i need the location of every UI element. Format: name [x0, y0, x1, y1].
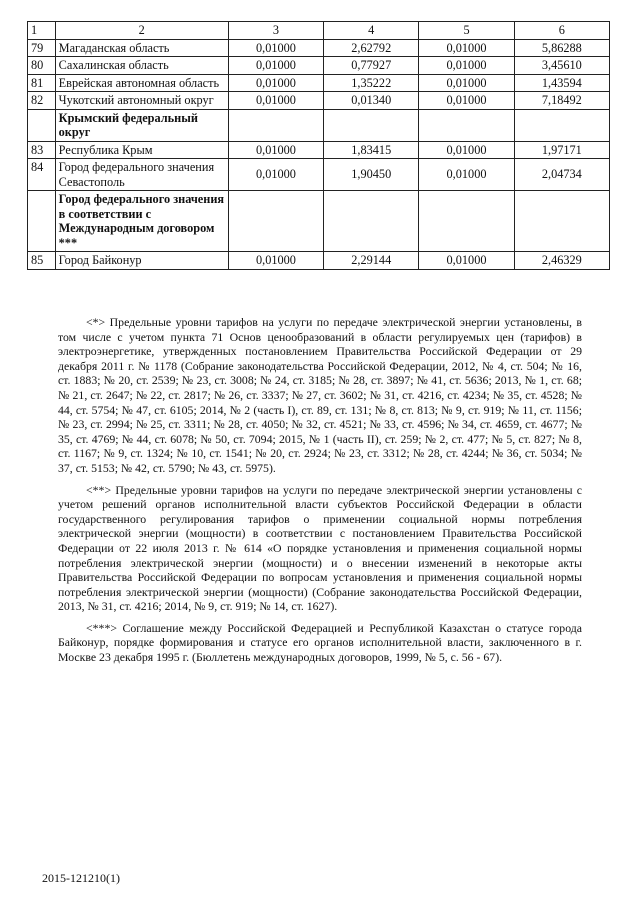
header-cell-2: 2: [55, 22, 228, 40]
value-col-4: 1,90450: [324, 159, 419, 191]
table-row: [28, 39, 610, 57]
section-heading: Город федерального значения в соответствии с Международным договором ***: [55, 191, 228, 252]
table-section-row: [28, 109, 610, 141]
value-col-6: 2,04734: [514, 159, 609, 191]
document-code: 2015-121210(1): [42, 871, 120, 885]
value-col-5: 0,01000: [419, 252, 514, 270]
value-col-6: 1,43594: [514, 74, 609, 92]
value-col-6: [514, 191, 609, 252]
value-col-3: 0,01000: [228, 252, 323, 270]
value-col-3: 0,01000: [228, 57, 323, 75]
region-name: Сахалинская область: [55, 57, 228, 75]
value-col-5: 0,01000: [419, 141, 514, 159]
table-row: [28, 57, 610, 75]
table-row: [28, 74, 610, 92]
table-row: [28, 92, 610, 110]
row-number: 85: [28, 252, 56, 270]
value-col-3: [228, 109, 323, 141]
table-header-row: [28, 22, 610, 40]
value-col-3: [228, 191, 323, 252]
value-col-3: 0,01000: [228, 141, 323, 159]
row-number: 83: [28, 141, 56, 159]
region-name: Магаданская область: [55, 39, 228, 57]
value-col-5: 0,01000: [419, 57, 514, 75]
row-number: 79: [28, 39, 56, 57]
value-col-5: [419, 109, 514, 141]
region-name: Город федерального значения Севастополь: [55, 159, 228, 191]
table-row: [28, 159, 610, 191]
value-col-6: 5,86288: [514, 39, 609, 57]
footnotes: [58, 315, 582, 672]
region-name: Город Байконур: [55, 252, 228, 270]
value-col-5: 0,01000: [419, 39, 514, 57]
value-col-6: 7,18492: [514, 92, 609, 110]
value-col-5: 0,01000: [419, 159, 514, 191]
table-section-row: [28, 191, 610, 252]
value-col-4: 2,29144: [324, 252, 419, 270]
header-cell-1: 1: [28, 22, 56, 40]
row-number: 81: [28, 74, 56, 92]
value-col-6: 3,45610: [514, 57, 609, 75]
header-cell-6: 6: [514, 22, 609, 40]
section-heading: Крымский федеральный округ: [55, 109, 228, 141]
footnote-triple-star: <***> Соглашение между Российской Федерацией и Республикой Казахстан о статусе города Байконур, порядке формирования и статусе его органов исполнительной власти, заключенного в г. Москве 23 декабря 1995 г. (Бюллетень международных договоров, 1999, № 5, с. 56 - 67).: [58, 620, 582, 665]
row-number: 80: [28, 57, 56, 75]
value-col-4: 0,77927: [324, 57, 419, 75]
value-col-4: 0,01340: [324, 92, 419, 110]
value-col-5: 0,01000: [419, 92, 514, 110]
footnote-double-star: <**> Предельные уровни тарифов на услуги по передаче электрической энергии установлены с учетом решений органов исполнительной власти субъектов Российской Федерации в области государственного регулирования тарифов о применении социальной нормы потребления электрической энергии (мощности) в соответствии с постановлением Правительства Российской Федерации от 22 июля 2013 г. № 614 «О порядке установления и применения социальной нормы потребления электрической энергии (мощности) и о внесении изменений в некоторые акты Правительства Российской Федерации по вопросам установления и применения социальной нормы потребления электрической энергии (мощности) (Собрание законодательства Российской Федерации, 2013, № 31, ст. 4216; 2014, № 9, ст. 919; № 14, ст. 1627).: [58, 482, 582, 614]
value-col-6: [514, 109, 609, 141]
value-col-4: [324, 109, 419, 141]
value-col-4: [324, 191, 419, 252]
table-row: [28, 141, 610, 159]
table-row: [28, 252, 610, 270]
row-number: 84: [28, 159, 56, 191]
value-col-4: 1,83415: [324, 141, 419, 159]
value-col-3: 0,01000: [228, 92, 323, 110]
header-cell-4: 4: [324, 22, 419, 40]
value-col-3: 0,01000: [228, 74, 323, 92]
value-col-4: 2,62792: [324, 39, 419, 57]
value-col-4: 1,35222: [324, 74, 419, 92]
tariff-table: [27, 21, 610, 270]
row-number: [28, 109, 56, 141]
value-col-3: 0,01000: [228, 159, 323, 191]
row-number: 82: [28, 92, 56, 110]
value-col-3: 0,01000: [228, 39, 323, 57]
footnote-single-star: <*> Предельные уровни тарифов на услуги по передаче электрической энергии установлены, в том числе с учетом пункта 71 Основ ценообразований в области регулируемых цен (тарифов) в электроэнергетике, утвержденных постановлением Правительства Российской Федерации от 29 декабря 2011 г. № 1178 (Собрание законодательства Российской Федерации, 2012, № 4, ст. 504; № 16, ст. 1883; № 20, ст. 2539; № 23, ст. 3008; № 24, ст. 3185; № 28, ст. 3897; № 41, ст. 5636; 2013, № 1, ст. 68; № 21, ст. 2647; № 22, ст. 2817; № 26, ст. 3337; № 27, ст. 3602; № 31, ст. 4216, ст. 4234; № 35, ст. 4528; № 44, ст. 5754; № 47, ст. 6105; 2014, № 2 (часть I), ст. 89, ст. 131; № 8, ст. 813; № 9, ст. 919; № 11, ст. 1156; № 23, ст. 2994; № 25, ст. 3311; № 28, ст. 4050; № 32, ст. 4521; № 33, ст. 4596; № 34, ст. 4659, ст. 4677; № 35, ст. 4769; № 44, ст. 6078; № 50, ст. 7094; 2015, № 1 (часть II), ст. 259; № 2, ст. 477; № 5, ст. 827; № 8, ст. 1167; № 9, ст. 1324; № 10, ст. 1541; № 20, ст. 2924; № 23, ст. 3312; № 28, ст. 4244; № 36, ст. 5034; № 37, ст. 5153; № 42, ст. 5790; № 43, ст. 5975).: [58, 315, 582, 475]
value-col-6: 2,46329: [514, 252, 609, 270]
value-col-6: 1,97171: [514, 141, 609, 159]
value-col-5: [419, 191, 514, 252]
region-name: Еврейская автономная область: [55, 74, 228, 92]
region-name: Республика Крым: [55, 141, 228, 159]
value-col-5: 0,01000: [419, 74, 514, 92]
header-cell-5: 5: [419, 22, 514, 40]
header-cell-3: 3: [228, 22, 323, 40]
region-name: Чукотский автономный округ: [55, 92, 228, 110]
row-number: [28, 191, 56, 252]
